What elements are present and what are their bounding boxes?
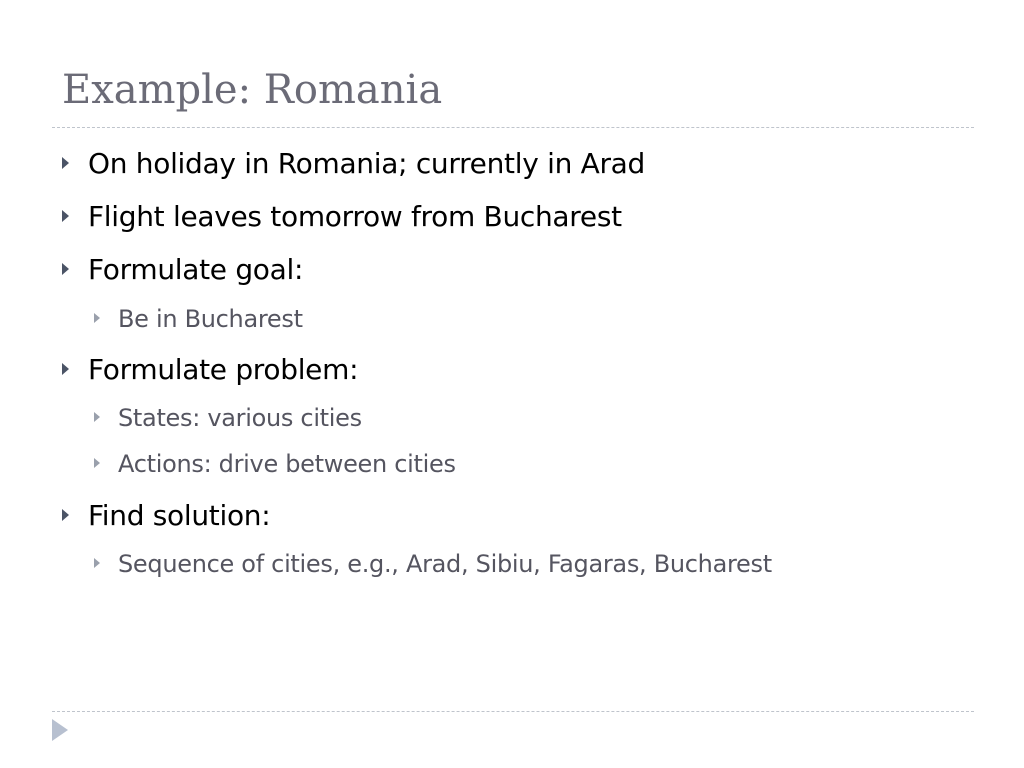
bullet-text: Formulate goal: xyxy=(88,253,304,286)
sub-bullet-text: Be in Bucharest xyxy=(118,305,303,333)
bullet-item xyxy=(62,499,270,532)
triangle-right-icon xyxy=(62,210,69,222)
triangle-right-icon xyxy=(62,363,69,375)
sub-bullet-text: Actions: drive between cities xyxy=(118,450,456,478)
bullet-text: Flight leaves tomorrow from Bucharest xyxy=(88,200,622,233)
bullet-text: Find solution: xyxy=(88,499,271,532)
bullet-item xyxy=(62,353,358,386)
footer-divider xyxy=(52,711,974,712)
sub-bullet-item xyxy=(94,305,303,333)
sub-bullet-item xyxy=(94,450,456,478)
sub-bullet-item xyxy=(94,550,772,578)
sub-bullet-item xyxy=(94,404,362,432)
triangle-right-icon xyxy=(62,509,69,521)
triangle-right-icon xyxy=(62,157,69,169)
triangle-right-icon xyxy=(94,412,100,422)
bullet-text: Formulate problem: xyxy=(88,353,359,386)
bullet-item xyxy=(62,253,303,286)
bullet-item xyxy=(62,147,645,180)
triangle-right-icon xyxy=(94,458,100,468)
slide-title: Example: Romania xyxy=(62,67,443,113)
triangle-right-icon xyxy=(94,313,100,323)
bullet-text: On holiday in Romania; currently in Arad xyxy=(88,147,646,180)
triangle-right-icon xyxy=(62,263,69,275)
sub-bullet-text: States: various cities xyxy=(118,404,362,432)
bullet-item xyxy=(62,200,622,233)
sub-bullet-text: Sequence of cities, e.g., Arad, Sibiu, Fagaras, Bucharest xyxy=(118,550,772,578)
play-triangle-icon[interactable] xyxy=(52,719,68,741)
triangle-right-icon xyxy=(94,558,100,568)
